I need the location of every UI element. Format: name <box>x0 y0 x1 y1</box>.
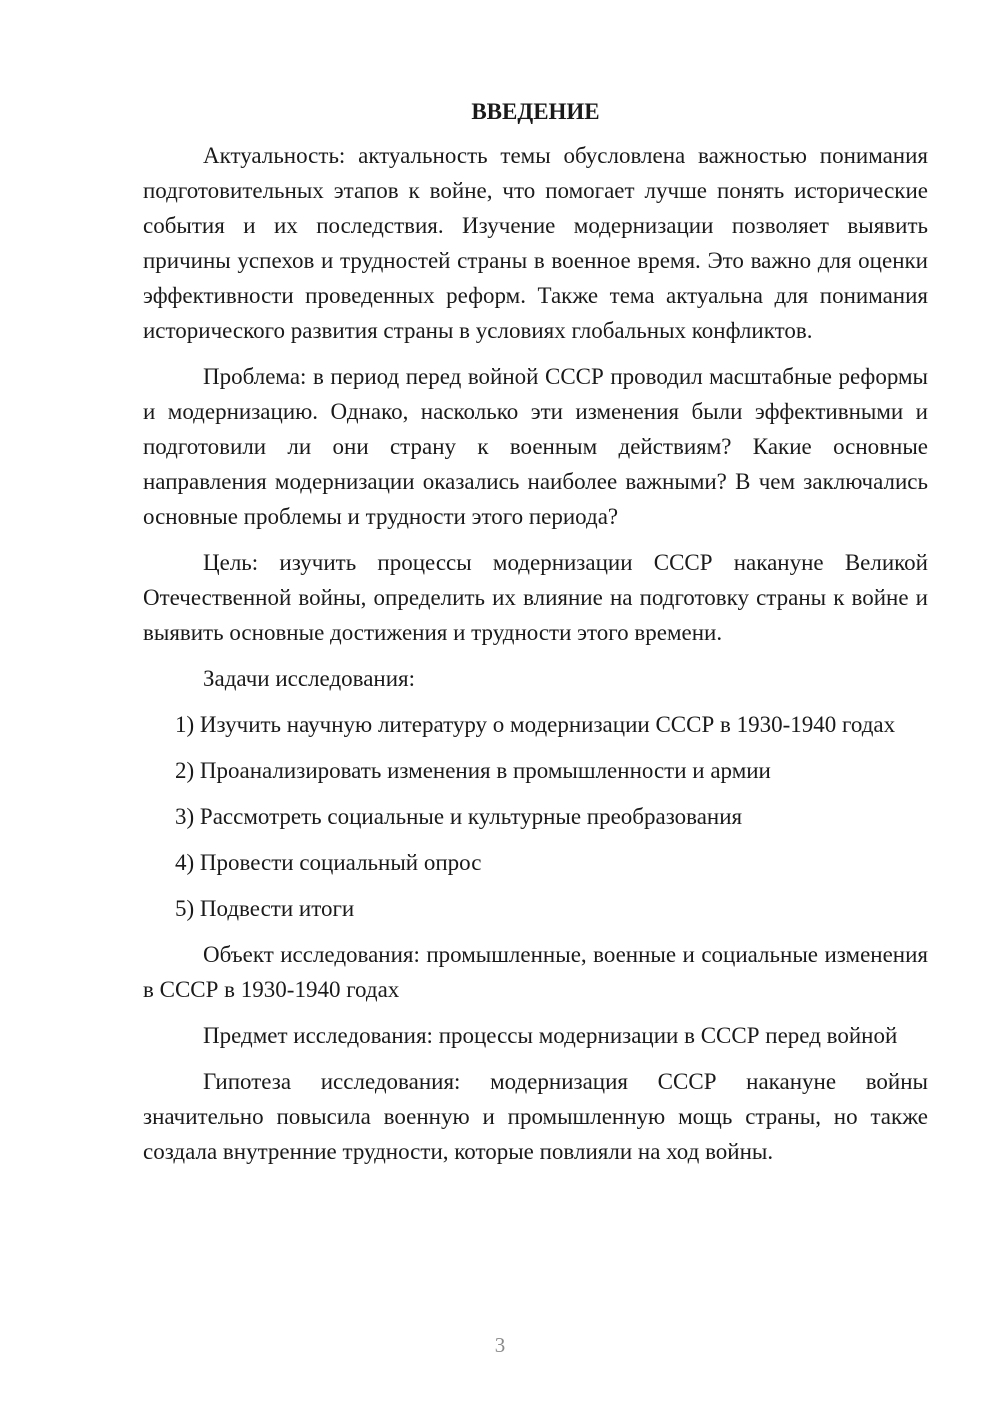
hypothesis-paragraph: Гипотеза исследования: модернизация СССР накануне войны значительно повысила военную и промышленную мощь страны, но также создала внутренние трудности, которые повлияли на ход войны. <box>143 1069 928 1164</box>
problem-paragraph: Проблема: в период перед войной СССР проводил масштабные реформы и модернизацию. Однако, насколько эти изменения были эффективными и подготовили ли они страну к военным действиям? Какие основные направления модернизации оказались наиболее важными? В чем заключались основные проблемы и трудности этого периода? <box>143 364 928 529</box>
task-item-2: 2) Проанализировать изменения в промышленности и армии <box>175 758 771 783</box>
goal-paragraph: Цель: изучить процессы модернизации СССР накануне Великой Отечественной войны, определить их влияние на подготовку страны к войне и выявить основные достижения и трудности этого времени. <box>143 550 928 645</box>
object-paragraph: Объект исследования: промышленные, военные и социальные изменения в СССР в 1930-1940 годах <box>143 942 928 1002</box>
section-heading: ВВЕДЕНИЕ <box>471 99 600 124</box>
tasks-heading: Задачи исследования: <box>203 666 416 691</box>
task-item-4: 4) Провести социальный опрос <box>175 850 482 875</box>
subject-paragraph: Предмет исследования: процессы модернизации в СССР перед войной <box>203 1023 898 1048</box>
relevance-paragraph: Актуальность: актуальность темы обусловлена важностью понимания подготовительных этапов к войне, что помогает лучше понять исторические события и их последствия. Изучение модернизации позволяет выявить причины успехов и трудностей страны в военное время. Это важно для оценки эффективности проведенных реформ. Также тема актуальна для понимания исторического развития страны в условиях глобальных конфликтов. <box>143 143 928 343</box>
task-item-3: 3) Рассмотреть социальные и культурные преобразования <box>175 804 743 829</box>
page-number: 3 <box>494 1333 506 1357</box>
task-item-5: 5) Подвести итоги <box>175 896 355 921</box>
document-page <box>143 94 928 1180</box>
task-item-1: 1) Изучить научную литературу о модернизации СССР в 1930-1940 годах <box>175 712 896 737</box>
